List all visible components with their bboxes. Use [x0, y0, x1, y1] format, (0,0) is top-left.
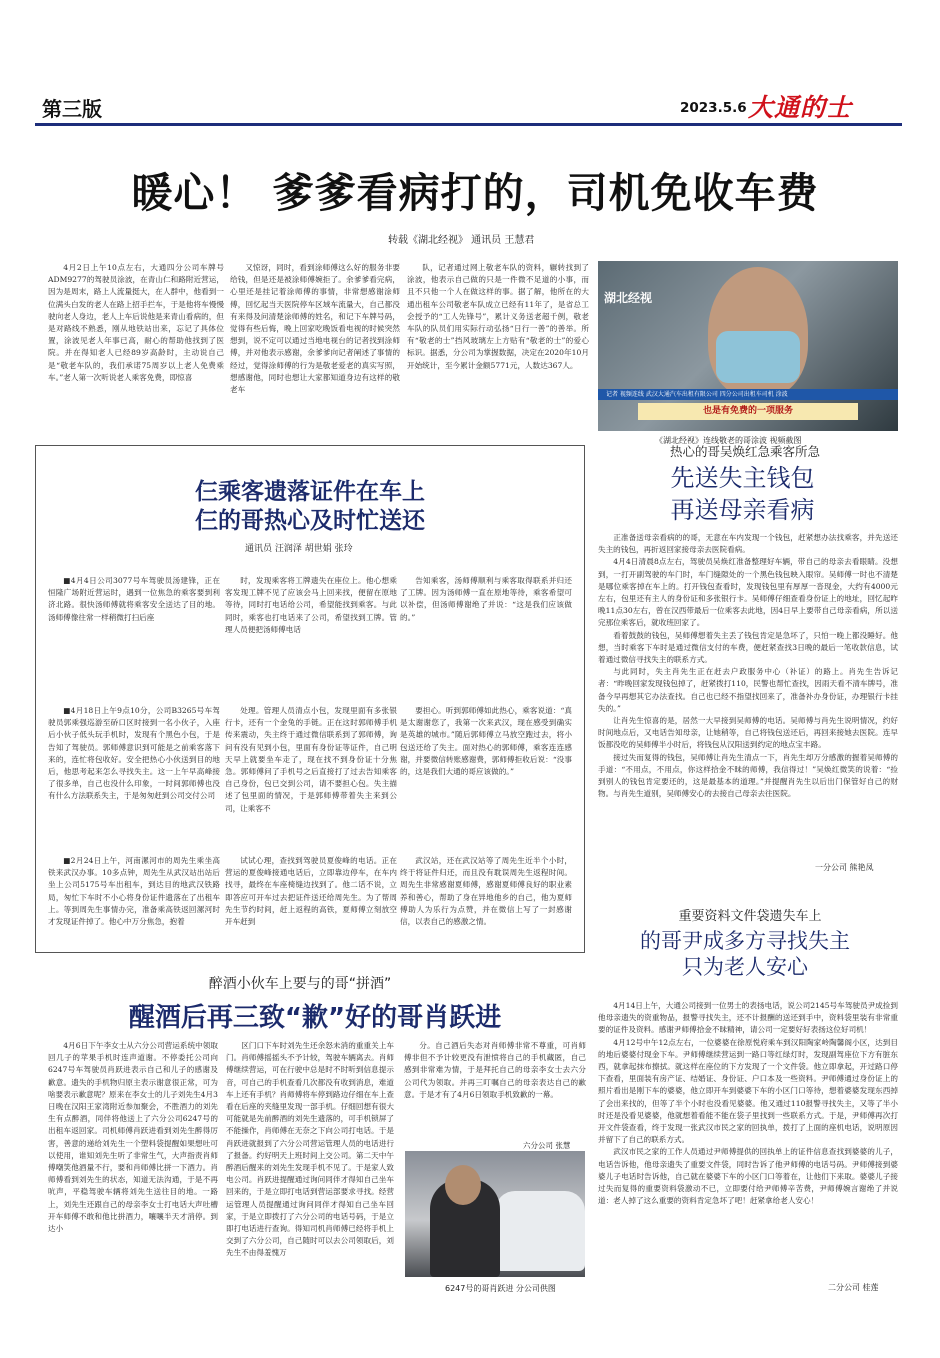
article2-section2-column3: 要担心。听到郭师傅如此热心，乘客说道：“真是太谢谢您了，我第一次来武汉，现在感受到确实是英雄的城市。”随后郭师傅立马放空跑过去，将小包送还给了失主。面对热心的郭师傅，乘客连连感谢，并要微信转账感谢费，郭师傅拒收后说：“没事的，这是我们大通的哥应该做的。” — [400, 706, 572, 777]
article3-kicker: 热心的哥吴焕红急乘客所急 — [669, 444, 820, 459]
article2-section3-column1: ■2月24日上午，河南漯河市的周先生乘坐高铁来武汉办事。10多点钟，周先生从武汉站出站后坐上公司5175号车出租车，到达目的地武汉铁路局，匆忙下车时不小心将身份证件遗落在了出租车上。等到周先生事情办完，准备乘高铁返回漯河时才发现证件掉了。他心中万分焦急，抱着 — [48, 856, 220, 927]
photo-caption: 《湖北经视》连线敬老的哥涂波 视频截图 — [655, 436, 802, 445]
article5-column-1: 4月6日下午李女士从六分公司营运系统中领取回几子的苹果手机时连声道谢。不停委托公司向6247号车驾驶员肖跃进表示自己和儿子的感谢及歉意。遗失的手机物归原主表示谢意很正常，可为啥要表示歉意呢？原来在李女士的儿子刘先生4月3日晚在汉阳王家湾附近参加聚会，不胜酒力的刘先生有点醉酒，同伴将他送上了六分公司6247号的出租车返回家。司机师傅肖跃进看到刘先生醉得厉害，善意的递给刘先生一个塑料袋提醒如果想吐可以使用，谁知刘先生听了非常生气，大声指责肖师傅嘲笑他酒量不行，要和肖师傅比拼一下酒力。肖师傅看到刘先生的状态，知道无法沟通，于是不再吭声，平稳驾驶车辆将刘先生送往目的地。一路上，刘先生还跟自己的母亲李女士打电话大声吐槽开车师傅不敢和他比拼酒力，嚷嚷半天才消停。到达小 — [48, 1041, 218, 1234]
article2-section1-column1: ■4月4日公司3077号车驾驶员汤建锋，正在恒隆广场附近营运时，遇到一位焦急的乘客要到利济北路。很快汤师傅就将乘客安全送达了目的地。汤师傅像往常一样稍微打扫后座 — [48, 576, 220, 622]
main-story-column-3: 队，记者通过网上敬老车队的资料，辗转找到了涂波，他表示自己做的只是一件微不足道的小事，而且不只他一个人在做这样的事。据了解，他所在的大通出租车公司敬老车队成立已经有11年了，是省总工会授予的“工人先锋号”，累计义务送老超千例，敬老车队的队员们用实际行动弘扬“日行一善”的善举。所有“敬老的士”挡风玻璃左上方贴有“敬老的士”的爱心标识。据悉，分公司为掌握数据，决定在2020年10月开始统计，至今累计金额5771元，人数达367人。 — [407, 263, 589, 370]
main-story-column-1: 4月2日上午10点左右，大通四分公司车牌号ADM9277的驾驶员涂波，在青山仁和路附近营运，因为是周末，路上人流量挺大，在人群中，他看到一位满头白发的老人在路上招手拦车，于是他将车慢慢驶向老人身边，老人上车后说他是来青山看病的，但是对路线不熟悉，刚从地铁站出来，忘记了具体位置，涂波见老人年事已高，耐心的帮助他找到了医院。并在得知老人已经89岁高龄时，主动说自己是“敬老车队的，我们承诺75周岁以上老人免费乘车。”老人第一次听说老人乘客免费，即惊喜 — [48, 263, 224, 382]
tv-caption-strip: 记者 视频连线 武汉大通汽车出租有限公司 四分公司出租车司机 涂波 — [598, 389, 898, 400]
video-subtitle: 也是有免费的一项服务 — [638, 403, 858, 420]
article5-headline: 醒酒后再三致“歉”好的哥肖跃进 — [128, 1003, 502, 1033]
driver-head — [445, 1165, 481, 1205]
article2-section3-column3: 武汉站，还在武汉站等了周先生近半个小时，终于将证件归还，而且没有耽误周先生返程时间。周先生非常感谢夏师傅，感谢夏师傅良好的职业素养和善心，帮助了身在异地他乡的自己，他为夏师傅助人为乐行为点赞，并在微信上写了一封感谢信，以表自己的感激之情。 — [400, 856, 572, 927]
article3-signature: 一分公司 熊艳凤 — [815, 863, 874, 872]
issue-date: 2023.5.6 — [680, 100, 747, 116]
header-divider — [35, 123, 902, 126]
article4-signature: 二分公司 桂莲 — [828, 1283, 879, 1292]
main-byline: 转载《湖北经视》 通讯员 王慧君 — [388, 235, 535, 246]
article5-column-3: 分。自己酒后失态对肖师傅非常不尊重，可肖师傅非但不予计较更没有泄愤将自己的手机藏匿，自己感到非常难为情，于是拜托自己的母亲李女士去六分公司代为领取。并再三叮嘱自己的母亲表达自己的歉意。于是才有了4月6日领取手机致歉的一幕。 — [404, 1041, 586, 1099]
main-headline: 暖心！ 爹爹看病打的，司机免收车费 — [131, 169, 819, 217]
article2-headline: 仨乘客遗落证件在车上 仨的哥热心及时忙送还 — [195, 479, 425, 534]
taxi-car — [495, 1191, 585, 1271]
photo-caption: 6247号的哥肖跃进 分公司供图 — [445, 1284, 556, 1293]
article2-section3-column2: 试试心理，查找到驾驶员夏俊峰的电话。正在营运的夏俊峰接通电话后，立即靠边停车，在车内找寻，最终在车座椅缝边找到了。他二话不说，立即答应可开车过去把证件送还给周先生。为了帮周先生节约时间，赶上返程的高铁，夏师傅立刻放空开车赶到 — [225, 856, 397, 927]
main-story-column-2: 又惊讶，同时，看到涂师傅这么好的服务非要给钱，但是还是被涂师傅婉拒了。余爹爹看完病，心里还是挂记着涂师傅的事情，非常想感谢涂师傅，回忆起当天医院停车区域车流量大，自己都没有来得及问清楚涂师傅的姓名，和记下车牌号码，觉得有些后悔，晚上回家吃晚饭看电视的时候突然想到，说不定可以通过当地电视台的记者找到涂师傅，并对他表示感谢，余爹爹向记者阐述了事情的经过，觉得涂师傅的行为是敬老爱老的真实写照，想感谢他，同时也想让大家都知道身边有这样的敬老车 — [230, 263, 400, 395]
face-mask — [716, 331, 800, 383]
driver-photo — [405, 1151, 585, 1277]
newspaper-logo: 大通的士 — [748, 93, 853, 122]
article5-kicker: 醉酒小伙车上要与的哥“拼酒” — [208, 976, 392, 992]
article2-section1-column3: 告知乘客，汤师傅顺利与乘客取得联系并归还了工牌。因为汤师傅一直在原地等待，乘客希望可以补偿，但汤师傅谢绝了并说：“这是我们应该做的。” — [400, 576, 572, 622]
article2-section2-column1: ■4月18日上午9点10分，公司B3265号车驾驶员郭乘强巡游至硚口区时接到一名小伙子，入座后小伙子低头玩手机时，发现有个黑色小包，于是告知了驾驶员。郭师傅意识到可能是之前乘客落下来的，连忙将包收好。安全把热心小伙送到目的地后，他思考起来怎么寻找失主。这一上午早高峰接了很多单，自己也没什么印象，一时间郭师傅也没有什么方法联系失主，于是匆匆赶到公司交付公司 — [48, 706, 220, 801]
video-screenshot-photo — [598, 261, 898, 431]
article3-headline: 先送失主钱包 再送母亲看病 — [670, 464, 815, 524]
article4-kicker: 重要资料文件袋遗失车上 — [678, 909, 822, 924]
article4-body: 4月14日上午，大通公司接到一位男士的表扬电话，说公司2145号车驾驶员尹成捡到他母亲遗失的资重物品，报警寻找失主，还不计报酬的送还到手中，资料袋里装有非常重要的证件及资料。感谢尹师傅拾金不昧精神，请公司一定要好好表扬这位好司机！ 4月12号中午12点左右，一位婆婆在徐原悦府乘车到汉阳陶家岭陶馨阁小区，达到目的地后婆婆付现金下车。尹师傅继续营运到一路口等红绿灯时，发现副驾座位下方有脏东西，就拿起抹布擦拭。就这样在座位的下方发现了一个文件袋。他立即拿起，开过路口停下查看，里面装有房产证、结婚证、身份证、户口本及一些资料。尹师傅通过身份证上的照片看出是刚下车的婆婆，他立即开车到婆婆下车的小区门口等待，想着婆婆发现东西掉了会出来找的，但等了半个小时也没看见婆婆。他又通过110报警寻找失主，又等了半小时还是没看见婆婆，他就想着看能不能在袋子里找到一些联系方式。于是，尹师傅再次打开文件袋查看，终于发现一张武汉市民之家的回执单，拨打了上面的座机电话，说明原因并留下了自己的联系方式。 武汉市民之家的工作人员通过尹师傅提供的回执单上的证件信息查找到婆婆的儿子，电话告诉他，他母亲遗失了重要文件袋，同时告诉了他尹师傅的电话号码。尹师傅接到婆婆儿子电话时告诉他，自己就在婆婆下车的小区门口等着在，让他们下来取。婆婆儿子接过失而复得的重要资料袋激动不已，立即要付给尹师傅辛苦费，尹师傅婉言谢绝了并说道：老人掉了这么重要的资料肯定急坏了吧！赶紧拿给老人安心！ — [598, 1001, 898, 1206]
article3-body: 正准备送母亲看病的的哥，无意在车内发现一个钱包，赶紧想办法找乘客，并先送还失主的钱包，再折返回家接母亲去医院看病。 4月4日清晨8点左右，驾驶员吴焕红准备整理好车辆，带自己的母亲去看眼睛。没想到，一打开副驾驶的车门时，车门缝隙处的一个黑色钱包映入眼帘。吴师傅一时也不清楚是哪位乘客掉在车上的。打开钱包查看时，发现钱包里有厚厚一沓现金，大约有4000元左右，包里还有主人的身份证和多张银行卡。吴师傅仔细查看身份证上的地址，回忆起昨晚11点30左右，曾在汉西带最后一位乘客去此地，因4日早上要带自己母亲看病，所以送完那位乘客后，就收班回家了。 看着鼓鼓的钱包，吴师傅想着失主丢了钱包肯定是急坏了，只怕一晚上都没睡好。他想，当时乘客下车时是通过微信支付的车费，便赶紧查找3日晚的最后一笔收款信息，试着通过微信寻找失主的联系方式。 与此同时，失主肖先生正在赶去户政服务中心（补证）的路上。肖先生告诉记者：“昨晚回家发现钱包掉了，赶紧拨打110，民警也帮忙查找，因雨天看不清车牌号，准备今早再想其它办法查找。自己也已经不指望找回来了，准备补办身份证，办理银行卡挂失的。” 让肖先生惊喜的是，居然一大早接到吴师傅的电话。吴师傅与肖先生说明情况，约好时间地点后，又电话告知母亲，让她稍等，自己将钱包送还后，再回来接她去医院。连早饭都没吃的吴师傅半小时后，将钱包从汉阳送到约定的地点宝丰路。 接过失而复得的钱包，吴师傅让肖先生清点一下，肖先生却万分感激的握着吴师傅的手道：“不用点，不用点，你这样拾金不昧的师傅，我信得过！”吴焕红微笑的说着：“捡到别人的钱包肯定要还的，这是最基本的道理。”并提醒肖先生以后出门保管好自己的财物。与肖先生道别，吴师傅安心的去接自己母亲去往医院。 — [598, 533, 898, 799]
article2-byline: 通讯员 汪润泽 胡世娟 张玲 — [245, 544, 353, 554]
article2-section1-column2: 时，发现乘客将工牌遗失在座位上。他心想乘客发现工牌不见了应该会马上回来找，便留在原地等待，同时打电话给公司，希望能找到乘客。与此同时，乘客也打电话来了公司，希望找到工牌。管理人员便把汤师傅电话 — [225, 576, 397, 634]
article5-column-2: 区门口下车时刘先生还余怒未消的重重关上车门。肖师傅摇摇头不予计较，驾驶车辆离去。肖师傅继续营运，可在行驶中总是时不时听到信息提示音，可自己的手机查看几次都没有收到消息，难道车上还有手机？肖师傅将车停到路边仔细在车上查看在后座的夹缝里发现一部手机。仔细回想有很大可能就是先前醉酒的刘先生遗落的，可手机锁屏了不能操作，肖师傅在无奈之下向公司打电话。于是肖跃进就报到了六分公司营运管理人员的电话进行了报备。约好明天上班时间上交公司。第二天中午醉酒后醒来的刘先生发现手机不见了。于是家人致电公司。肖跃进提醒通过询问同伴才得知自己坐车回来的，于是立即打电话到营运部要求寻找。经营运管理人员提醒通过询问同伴才得知自己坐车回家，于是立即拨打了六分公司的电话号码，于是立即打电话进行查询。得知司机肖师傅已经将手机上交到了六分公司，自己随时可以去公司领取后，刘先生不由得羞愧万 — [226, 1041, 394, 1258]
article4-headline: 的哥尹成多方寻找失主 只为老人安心 — [640, 929, 850, 979]
photo-credit: 六分公司 张慧 — [523, 1141, 571, 1150]
article2-section2-column2: 处理。管理人员清点小包，发现里面有多张银行卡，还有一个金兔的手链。正在这时郭师傅手机传来震动，失主终于通过微信联系到了郭师傅，询问有没有见到小包，里面有身份证等证件，自己明天早上就要坐车走了，现在找不到身份证十分焦急。郭师傅问了手机号之后直接打了过去告知乘客自己身份，包已交到公司，请不要担心包。失主描述了包里面的情况，于是郭师傅带着失主来到公司，让乘客不 — [225, 706, 397, 813]
edition-label: 第三版 — [42, 97, 102, 121]
tv-channel-logo: 湖北经视 — [604, 291, 653, 305]
